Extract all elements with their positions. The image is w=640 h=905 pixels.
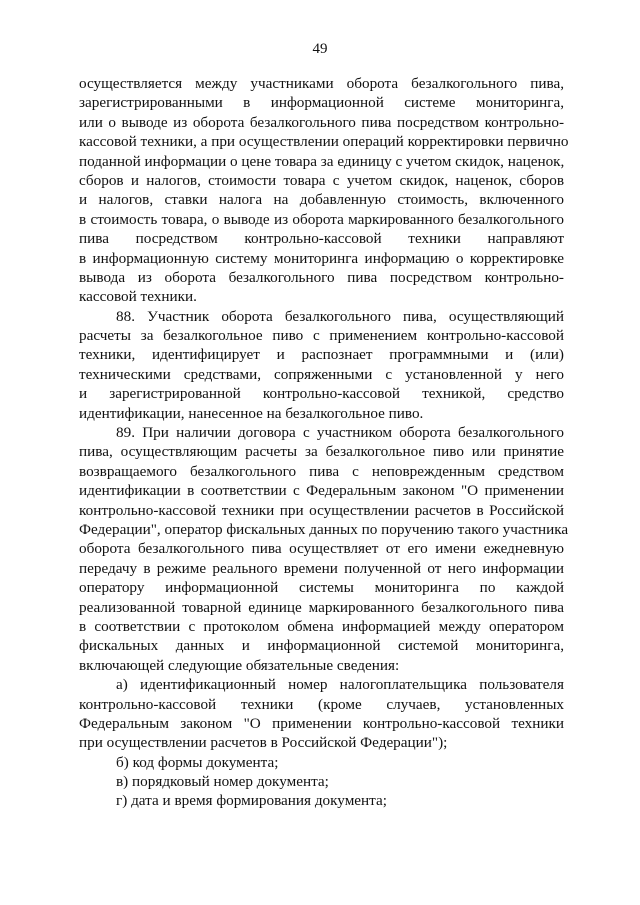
document-body — [79, 74, 569, 811]
text-line: идентификации, нанесенное на безалкогольное пиво. — [79, 404, 424, 422]
text-line: пива, осуществляющим расчеты за безалкогольное пиво или принятие — [79, 443, 564, 461]
text-line: и зарегистрированной контрольно-кассовой техникой, средство — [79, 385, 564, 403]
text-line: оборота безалкогольного пива осуществляет от его имени ежедневную — [79, 540, 564, 558]
text-line: возвращаемого безалкогольного пива с неповрежденным средством — [79, 462, 564, 480]
text-line: фискальных данных и информационной системой мониторинга, — [79, 637, 564, 655]
text-line: реализованной товарной единице маркированного безалкогольного пива — [79, 598, 564, 616]
text-line: в) порядковый номер документа; — [116, 773, 329, 791]
text-line: пива посредством контрольно-кассовой техники направляют — [79, 230, 564, 248]
text-line: в соответствии с протоколом обмена информацией между оператором — [79, 617, 564, 635]
text-line: г) дата и время формирования документа; — [116, 792, 387, 810]
text-line: 89. При наличии договора с участником оборота безалкогольного — [116, 424, 564, 442]
text-line: а) идентификационный номер налогоплательщика пользователя — [116, 676, 564, 694]
text-line: идентификации в соответствии с Федеральным законом "О применении — [79, 482, 564, 500]
text-line: расчеты за безалкогольное пиво с применением контрольно-кассовой — [79, 327, 564, 345]
text-line: и налогов, ставки налога на добавленную стоимость, включенного — [79, 191, 564, 209]
text-line: поданной информации о цене товара за единицу с учетом скидок, наценок, — [79, 152, 565, 170]
text-line: техническими средствами, сопряженными с установленной у него — [79, 365, 564, 383]
text-line: вывода из оборота безалкогольного пива посредством контрольно- — [79, 268, 564, 286]
text-line: передачу в режиме реального времени полученной от него информации — [79, 559, 564, 577]
page-number: 49 — [312, 41, 328, 57]
text-line: зарегистрированными в информационной системе мониторинга, — [79, 94, 564, 112]
text-line: техники, идентифицирует и распознает программными и (или) — [79, 346, 564, 364]
text-line: Федеральным законом "О применении контрольно-кассовой техники — [79, 714, 564, 732]
text-line: кассовой техники. — [79, 288, 197, 306]
text-line: оператору информационной системы мониторинга по каждой — [79, 579, 564, 597]
text-line: 88. Участник оборота безалкогольного пива, осуществляющий — [116, 307, 564, 325]
text-line: Федерации", оператор фискальных данных по поручению такого участника — [79, 520, 569, 538]
text-line: кассовой техники, а при осуществлении операций корректировки первично — [79, 133, 569, 151]
text-line: или о выводе из оборота безалкогольного пива посредством контрольно- — [79, 113, 564, 131]
text-line: контрольно-кассовой техники при осуществлении расчетов в Российской — [79, 501, 564, 519]
text-line: в информационную систему мониторинга информацию о корректировке — [79, 249, 564, 267]
text-line: при осуществлении расчетов в Российской Федерации"); — [79, 734, 448, 752]
text-line: контрольно-кассовой техники (кроме случаев, установленных — [79, 695, 564, 713]
text-line: включающей следующие обязательные сведения: — [79, 656, 400, 674]
text-line: осуществляется между участниками оборота безалкогольного пива, — [79, 75, 564, 92]
text-line: в стоимость товара, о выводе из оборота маркированного безалкогольного — [79, 210, 564, 228]
text-line: сборов и налогов, стоимости товара с учетом скидок, наценок, сборов — [79, 171, 564, 189]
text-line: б) код формы документа; — [116, 753, 279, 771]
